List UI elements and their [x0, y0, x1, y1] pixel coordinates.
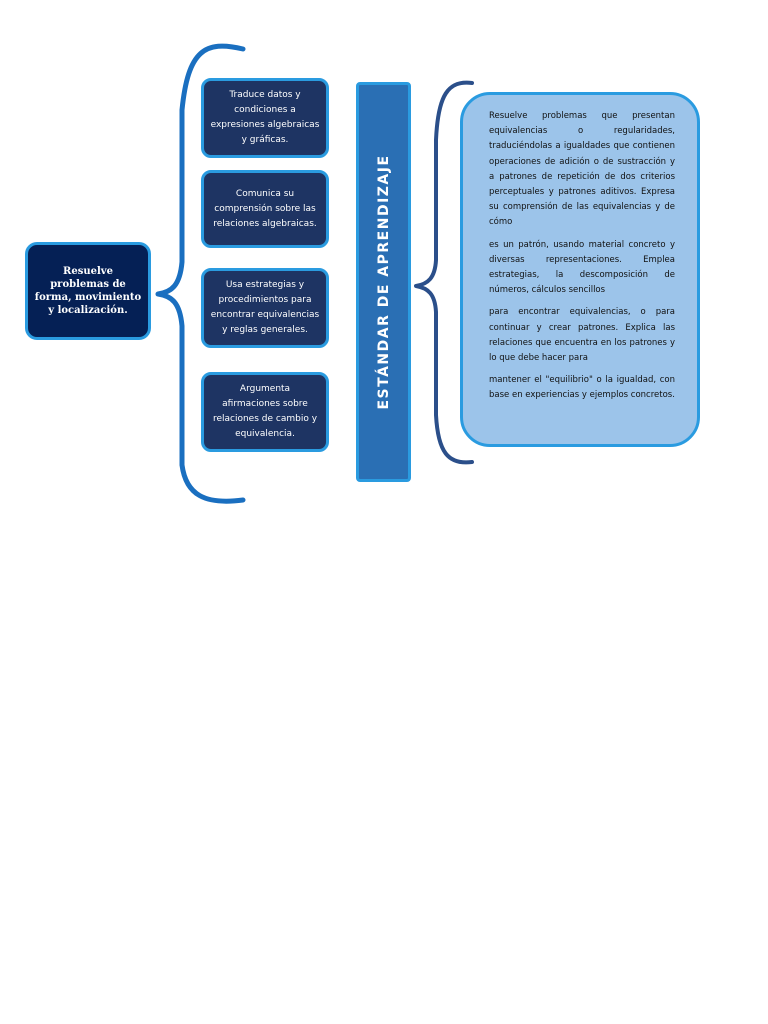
competency-text-4: Argumenta afirmaciones sobre relaciones de cambio y equivalencia.: [212, 384, 318, 439]
competency-text-2: Comunica su comprensión sobre las relaciones algebraicas.: [213, 188, 317, 229]
competency-node-4: [201, 372, 329, 452]
learning-standard-label: ESTÁNDAR DE APRENDIZAJE: [375, 154, 392, 410]
learning-standard-band: [356, 82, 411, 482]
competency-node-3: [201, 268, 329, 348]
competency-node-2: [201, 170, 329, 248]
competency-text-1: Traduce datos y condiciones a expresiones algebraicas y gráficas.: [210, 90, 320, 145]
description-paragraph-2: es un patrón, usando material concreto y diversas representaciones. Emplea estrategias, la descomposición de números, cálculos sencillos: [489, 239, 675, 296]
root-node-text: Resuelve problemas de forma, movimiento y localización.: [34, 266, 142, 316]
standard-description: [460, 92, 700, 447]
competency-node-1: [201, 78, 329, 158]
description-paragraph-1: Resuelve problemas que presentan equivalencias o regularidades, traduciéndolas a igualdades que contienen operaciones de adición o de sustracción y a patrones de repetición de dos criterios perceptuales y patrones aditivos. Expresa su comprensión de las equivalencias y de cómo: [489, 111, 675, 228]
competency-text-3: Usa estrategias y procedimientos para encontrar equivalencias y reglas generales.: [210, 280, 320, 335]
root-node: [25, 242, 151, 340]
description-paragraph-3: para encontrar equivalencias, o para continuar y crear patrones. Explica las relaciones que encuentra en los patrones y lo que debe hacer para: [489, 307, 675, 364]
description-paragraph-4: mantener el "equilibrio" o la igualdad, con base en experiencias y ejemplos concretos.: [489, 375, 675, 401]
